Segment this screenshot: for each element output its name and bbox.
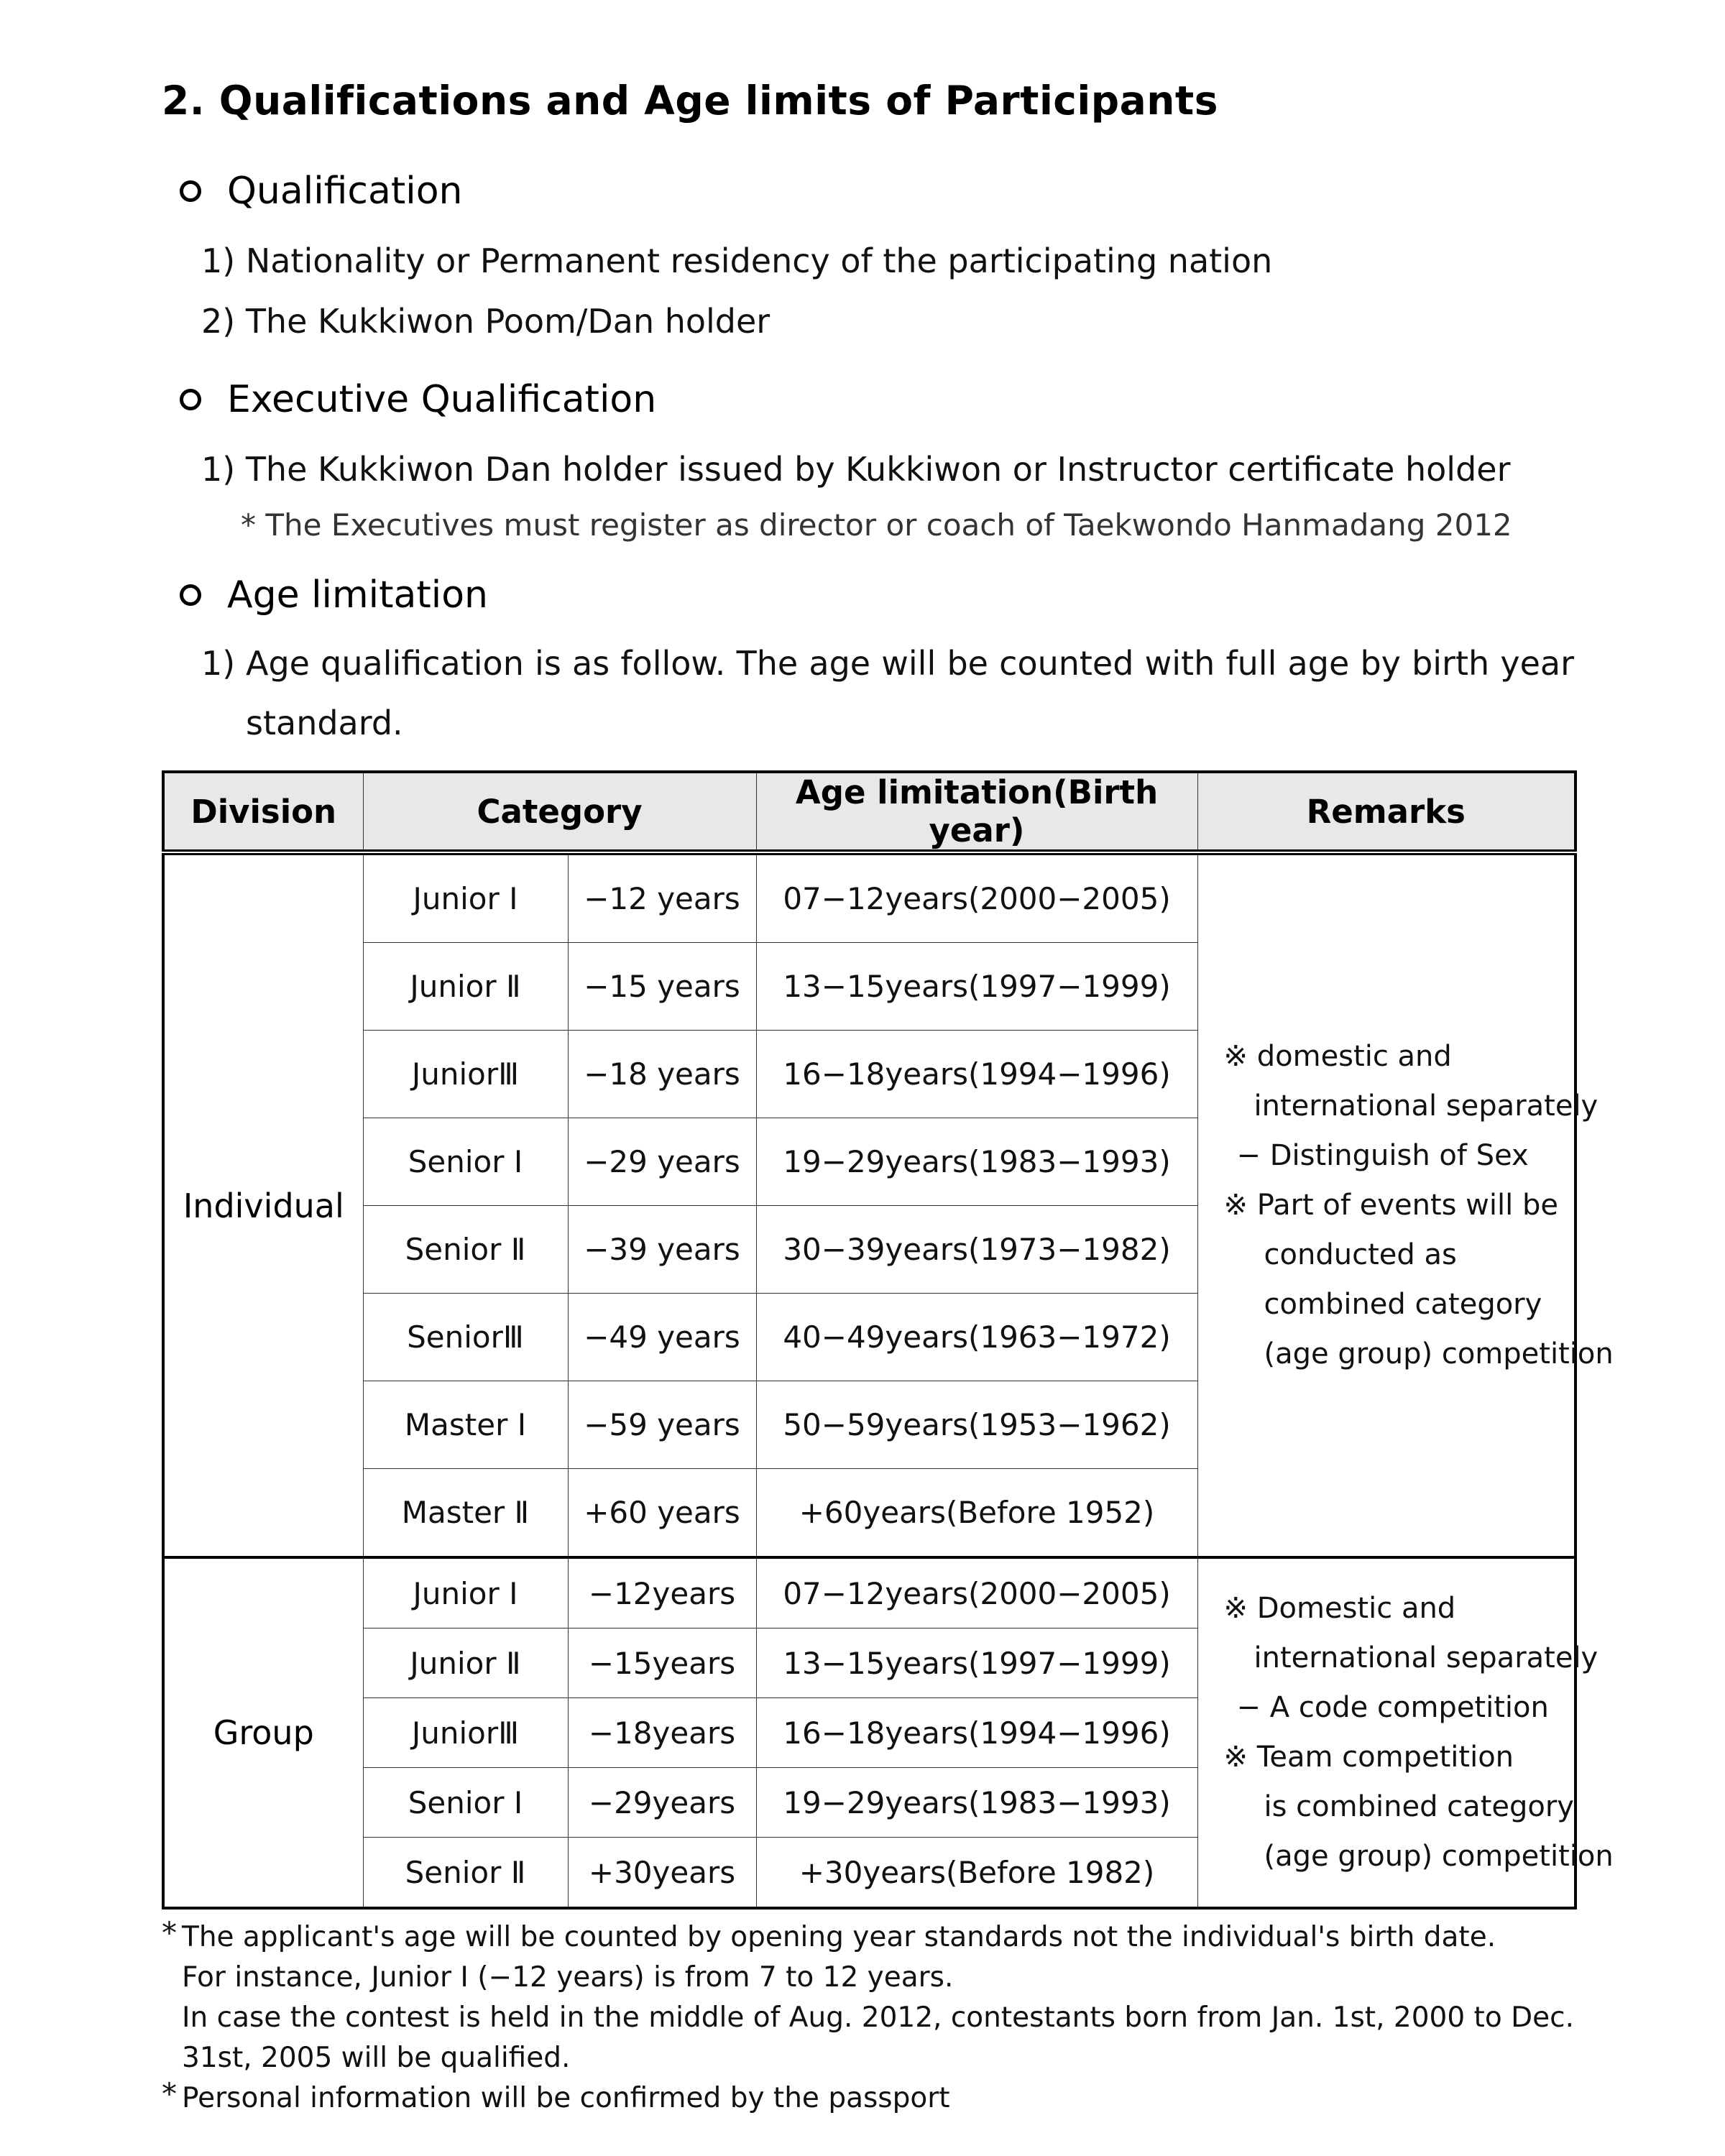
- table-header-row: [163, 772, 1576, 852]
- page-title: 2. Qualifications and Age limits of Participants: [162, 78, 1218, 124]
- remark-line: − A code competition: [1236, 1691, 1549, 1724]
- category-age: −12 years: [568, 852, 756, 943]
- remark-line: is combined category: [1264, 1790, 1574, 1823]
- section-heading-text: Age limitation: [227, 573, 488, 617]
- remark-line: − Distinguish of Sex: [1236, 1139, 1529, 1172]
- category-age: −29 years: [568, 1118, 756, 1206]
- category-age: −15 years: [568, 943, 756, 1031]
- category-age: −18years: [568, 1698, 756, 1768]
- category-age: +30years: [568, 1838, 756, 1909]
- section-heading-text: Executive Qualification: [227, 378, 657, 421]
- remarks-individual: [1197, 852, 1614, 1557]
- birth-year-range: 07−12years(2000−2005): [756, 1557, 1197, 1628]
- remarks-group: [1197, 1557, 1614, 1908]
- age-limitation-paragraph: [201, 634, 1574, 753]
- age-limit-table: [162, 770, 1614, 1909]
- birth-year-range: 13−15years(1997−1999): [756, 1628, 1197, 1698]
- category-name: Junior Ⅱ: [363, 943, 568, 1031]
- birth-year-range: +30years(Before 1982): [756, 1838, 1197, 1909]
- paragraph-text: Age qualification is as follow. The age will be counted with full age by birth year standard.: [246, 644, 1574, 742]
- remark-line: ※ domestic and: [1223, 1040, 1452, 1073]
- division-individual: Individual: [163, 852, 363, 1557]
- category-name: Junior Ⅰ: [363, 852, 568, 943]
- footnote-line: Personal information will be confirmed by the passport: [182, 2082, 950, 2114]
- category-age: −49 years: [568, 1294, 756, 1381]
- header-category: Category: [363, 772, 756, 852]
- qualification-item-2: 2) The Kukkiwon Poom/Dan holder: [201, 302, 770, 341]
- category-age: +60 years: [568, 1469, 756, 1558]
- category-name: Senior Ⅱ: [363, 1838, 568, 1909]
- category-age: −59 years: [568, 1381, 756, 1469]
- section-heading-text: Qualification: [227, 170, 463, 213]
- footnote-2: [162, 2078, 1574, 2119]
- footnote-line: The applicant's age will be counted by opening year standards not the individual's birth date.: [182, 1921, 1496, 1953]
- section-heading-qualification: [180, 170, 462, 213]
- remark-line: international separately: [1254, 1089, 1598, 1123]
- executive-item-1: 1) The Kukkiwon Dan holder issued by Kukkiwon or Instructor certificate holder: [201, 450, 1511, 489]
- category-age: −15years: [568, 1628, 756, 1698]
- birth-year-range: 19−29years(1983−1993): [756, 1768, 1197, 1838]
- footnote-1: [162, 1917, 1574, 2078]
- table-row: [163, 852, 1576, 943]
- category-name: JuniorⅢ: [363, 1698, 568, 1768]
- remark-line: ※ Domestic and: [1223, 1592, 1456, 1625]
- birth-year-range: 50−59years(1953−1962): [756, 1381, 1197, 1469]
- footnote-line: In case the contest is held in the middle of Aug. 2012, contestants born from Jan. 1st, 2000 to Dec. 31st, 2005 will be qualified.: [182, 2001, 1574, 2074]
- footnotes: [162, 1917, 1574, 2119]
- remark-line: (age group) competition: [1264, 1840, 1614, 1873]
- category-name: Master Ⅱ: [363, 1469, 568, 1558]
- paragraph-number: 1): [201, 644, 236, 683]
- birth-year-range: 16−18years(1994−1996): [756, 1031, 1197, 1118]
- category-name: Junior Ⅱ: [363, 1628, 568, 1698]
- header-division: Division: [163, 772, 363, 852]
- category-name: JuniorⅢ: [363, 1031, 568, 1118]
- remark-line: conducted as: [1264, 1238, 1457, 1271]
- qualification-item-1: 1) Nationality or Permanent residency of the participating nation: [201, 241, 1273, 280]
- header-age-limitation: Age limitation(Birth year): [756, 772, 1197, 852]
- footnote-line: For instance, Junior I (−12 years) is from 7 to 12 years.: [182, 1961, 954, 1994]
- category-name: Master Ⅰ: [363, 1381, 568, 1469]
- executive-note: * The Executives must register as director or coach of Taekwondo Hanmadang 2012: [241, 507, 1512, 543]
- section-heading-executive-qualification: [180, 378, 656, 421]
- remark-line: ※ Part of events will be: [1223, 1189, 1558, 1222]
- birth-year-range: 07−12years(2000−2005): [756, 852, 1197, 943]
- circle-bullet-icon: [180, 180, 201, 202]
- category-age: −18 years: [568, 1031, 756, 1118]
- category-age: −12years: [568, 1557, 756, 1628]
- birth-year-range: +60years(Before 1952): [756, 1469, 1197, 1558]
- birth-year-range: 16−18years(1994−1996): [756, 1698, 1197, 1768]
- category-name: SeniorⅢ: [363, 1294, 568, 1381]
- birth-year-range: 30−39years(1973−1982): [756, 1206, 1197, 1294]
- section-heading-age-limitation: [180, 573, 488, 617]
- birth-year-range: 40−49years(1963−1972): [756, 1294, 1197, 1381]
- category-name: Senior Ⅰ: [363, 1118, 568, 1206]
- category-name: Junior Ⅰ: [363, 1557, 568, 1628]
- category-age: −29years: [568, 1768, 756, 1838]
- table-row: [163, 1557, 1576, 1628]
- birth-year-range: 19−29years(1983−1993): [756, 1118, 1197, 1206]
- division-group: Group: [163, 1557, 363, 1908]
- circle-bullet-icon: [180, 584, 201, 606]
- category-name: Senior Ⅱ: [363, 1206, 568, 1294]
- remark-line: international separately: [1254, 1641, 1598, 1674]
- remark-line: ※ Team competition: [1223, 1741, 1514, 1774]
- category-age: −39 years: [568, 1206, 756, 1294]
- header-remarks: Remarks: [1197, 772, 1576, 852]
- asterisk-mark: *: [162, 2076, 177, 2111]
- category-name: Senior Ⅰ: [363, 1768, 568, 1838]
- birth-year-range: 13−15years(1997−1999): [756, 943, 1197, 1031]
- remark-line: combined category: [1264, 1288, 1542, 1321]
- circle-bullet-icon: [180, 389, 201, 410]
- remark-line: (age group) competition: [1264, 1337, 1614, 1370]
- asterisk-mark: *: [162, 1915, 177, 1950]
